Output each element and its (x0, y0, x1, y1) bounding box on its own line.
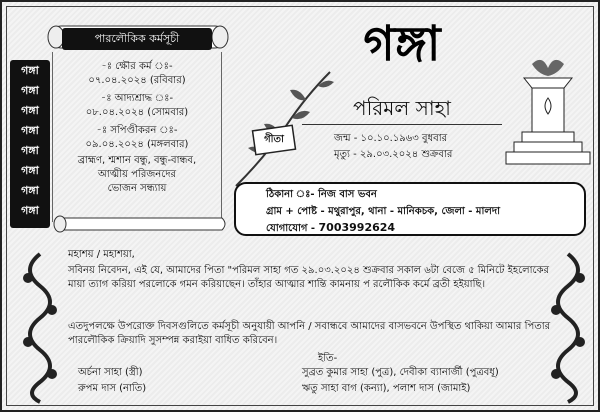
schedule-item-date: ০৮.০৪.২০২৪ (সোমবার) (85, 107, 189, 118)
ribbon-item: গঙ্গা (21, 184, 39, 197)
letter-paragraph-2: এতদুপলক্ষে উপরোক্ত দিবসগুলিতে কর্মসূচী অনুযায়ী আপনি / সবান্ধবে আমাদের বাসভবনে উপস্থিত থাকিয়া আমার পিতার পারলৌকিক ক্রিয়াদি সুসম্পন্ন করাইয়া বাধিত করিবেন। (68, 321, 551, 346)
book-label: গীতা (264, 134, 284, 145)
brand-ribbon (10, 60, 50, 228)
schedule-item-label: -ঃ সপিণ্ডীকরন ঃ- (96, 125, 178, 136)
schedule-item-label: -ঃ ক্ষৌর কর্ম ঃ- (101, 61, 173, 72)
death-date: মৃত্যু - ২৯.০৩.২০২৪ শুক্রবার (334, 149, 453, 160)
brand-title: গঙ্গা (363, 16, 441, 72)
schedule-item-date: ০৭.০৪.২০২৪ (রবিবার) (88, 75, 186, 86)
floral-border-left (14, 250, 66, 406)
tulsi-shrine-icon (502, 54, 594, 174)
signatories-right-2: ঋতু সাহা বাগ (কন্যা), পলাশ দাস (জামাই) (302, 383, 471, 394)
closing-iti: ইতি- (318, 353, 338, 364)
salutation: মহাশয় / মহাশয়া, (68, 249, 135, 260)
birth-date: জন্ম - ১০.১০.১৯৬৩ বুধবার (334, 133, 448, 144)
schedule-closing: ব্রাহ্মণ, শ্মশান বন্ধু, বন্ধু-বান্ধব, (77, 155, 197, 166)
letter-paragraph-1: সবিনয় নিবেদন, এই যে, আমাদের পিতা "পরিমল সাহা গত ২৯.০৩.২০২৪ শুক্রবার সকাল ৬টা বেজে ৫ মিনিটে ইহলোকের মায়া ত্যাগ করিয়া পরলোকে গমন করিয়াছেন। তাঁহার আত্মার শান্তি কামনায় প রলৌকিক কর্মে ব্রতী হইয়াছি। (68, 265, 549, 290)
schedule-title: পারলৌকিক কর্মসূচী (62, 28, 212, 50)
ribbon-item: গঙ্গা (21, 104, 39, 117)
ribbon-item: গঙ্গা (21, 84, 39, 97)
contact-line (266, 221, 566, 235)
schedule-item-label: -ঃ আদ্যশ্রাদ্ধ ঃ- (100, 93, 174, 104)
branch-book-illustration (226, 66, 338, 196)
scroll-bottom-roll (52, 214, 232, 234)
deceased-name: পরিমল সাহা (353, 96, 451, 120)
address-line: ঠিকানা ঃ- নিজ বাস ভবন (266, 189, 377, 200)
schedule-closing: ভোজন সন্ধ্যায় (107, 183, 167, 194)
contact-label: যোগাযোগ - (266, 223, 319, 234)
ribbon-item: গঙ্গা (21, 144, 39, 157)
ribbon-item: গঙ্গা (21, 124, 39, 137)
ribbon-item: গঙ্গা (21, 204, 39, 217)
schedule-item-date: ০৯.০৪.২০২৪ (মঙ্গলবার) (85, 139, 189, 150)
signatory-left-1: অর্চনা সাহা (স্ত্রী) (78, 367, 143, 378)
ribbon-item: গঙ্গা (21, 64, 39, 77)
signatory-left-2: রুপম দাস (নাতি) (78, 383, 147, 394)
schedule-closing: আত্মীয় পরিজনদের (97, 169, 177, 180)
contact-phone[interactable]: 7003992624 (318, 221, 396, 234)
signatories-right-1: সুব্রত কুমার সাহা (পুত্র), দেবীকা ব্যানার্জী (পুত্রবধূ) (302, 367, 499, 378)
address-line: গ্রাম + পোষ্ট - মথুরাপুর, থানা - মানিকচক, জেলা - মালদা (266, 206, 500, 217)
ribbon-item: গঙ্গা (21, 164, 39, 177)
